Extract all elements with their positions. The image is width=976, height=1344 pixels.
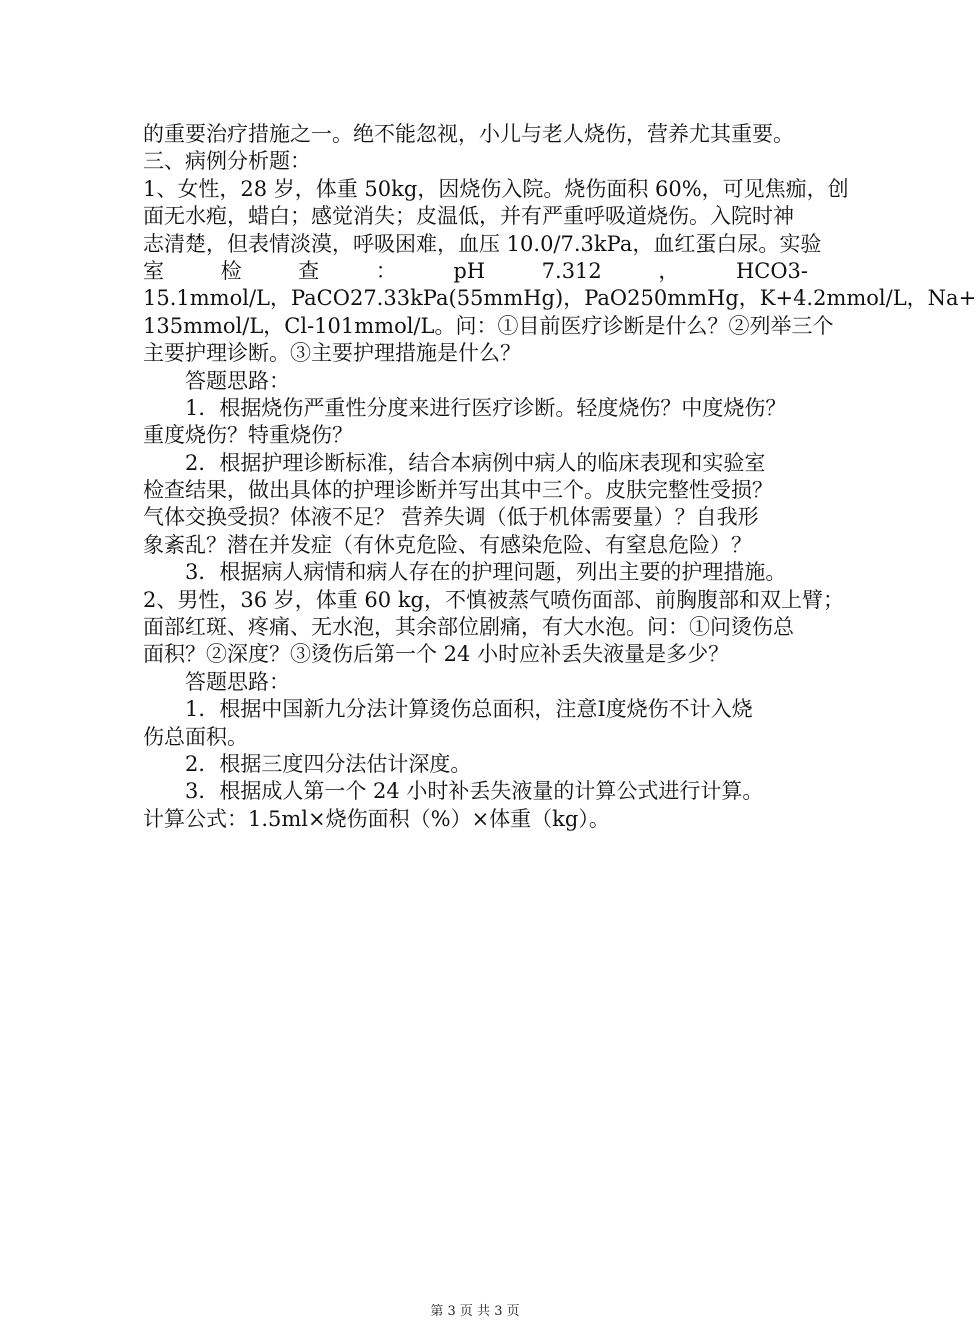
document-body — [143, 121, 976, 833]
case-1-text: 135mmol/L，Cl-101mmol/L。问：①目前医疗诊断是什么？②列举三个 — [143, 313, 834, 338]
answer-item: 3．根据成人第一个 24 小时补丢失液量的计算公式进行计算。 — [185, 779, 764, 804]
lab-word: ： — [375, 258, 397, 283]
answer-item: 重度烧伤？特重烧伤？ — [143, 423, 353, 448]
answer-item: 气体交换受损？体液不足？ 营养失调（低于机体需要量）？自我形 — [143, 505, 759, 530]
answer-item: 3．根据病人病情和病人存在的护理问题，列出主要的护理措施。 — [185, 560, 787, 585]
lab-word: 查 — [298, 258, 320, 283]
answer-item: 象紊乱？潜在并发症（有休克危险、有感染危险、有窒息危险）？ — [143, 532, 752, 557]
section-heading: 三、病例分析题： — [143, 149, 311, 174]
lab-word: ， — [658, 258, 680, 283]
lab-word: 7.312 — [541, 258, 602, 283]
answer-item: 检查结果，做出具体的护理诊断并写出其中三个。皮肤完整性受损？ — [143, 478, 773, 503]
answer-item: 2．根据三度四分法估计深度。 — [185, 751, 472, 776]
answer-item: 伤总面积。 — [143, 724, 248, 749]
page-number-footer: 第 3 页 共 3 页 — [430, 1304, 520, 1319]
case-1-text: 志清楚，但表情淡漠，呼吸困难，血压 10.0/7.3kPa，血红蛋白尿。实验 — [143, 231, 822, 256]
answer-item: 1．根据烧伤严重性分度来进行医疗诊断。轻度烧伤？中度烧伤？ — [185, 395, 787, 420]
case-2-text: 面积？②深度？③烫伤后第一个 24 小时应补丢失液量是多少？ — [143, 642, 730, 667]
formula-line: 计算公式：1.5ml×烧伤面积（%）×体重（kg）。 — [143, 806, 610, 831]
case-2-text: 2、男性，36 岁，体重 60 kg，不慎被蒸气喷伤面部、前胸腹部和双上臂； — [143, 587, 844, 612]
case-1-text: 15.1mmol/L，PaCO27.33kPa(55mmHg)，PaO250mmHg，K+4.2mmol/L，Na+ — [143, 286, 976, 311]
answer-item: 1．根据中国新九分法计算烫伤总面积，注意Ⅰ度烧伤不计入烧 — [185, 697, 753, 722]
text-line: 的重要治疗措施之一。绝不能忽视，小儿与老人烧伤，营养尤其重要。 — [143, 122, 794, 146]
lab-word: HCO3- — [735, 258, 808, 283]
lab-word: 室 — [143, 258, 164, 283]
lab-word: 检 — [220, 258, 242, 283]
case-1-text: 主要护理诊断。③主要护理措施是什么？ — [143, 341, 521, 366]
lab-word: pH — [453, 258, 486, 283]
answer-heading: 答题思路： — [185, 368, 290, 393]
case-2-text: 面部红斑、疼痛、无水泡，其余部位剧痛，有大水泡。问：①问烫伤总 — [143, 615, 794, 640]
lab-results-line — [143, 258, 808, 285]
answer-item: 2．根据护理诊断标准，结合本病例中病人的临床表现和实验室 — [185, 450, 766, 475]
answer-heading: 答题思路： — [185, 669, 290, 694]
case-1-text: 1、女性，28 岁，体重 50kg，因烧伤入院。烧伤面积 60%，可见焦痂，创 — [143, 176, 849, 201]
case-1-text: 面无水疱，蜡白；感觉消失；皮温低，并有严重呼吸道烧伤。入院时神 — [143, 204, 794, 229]
